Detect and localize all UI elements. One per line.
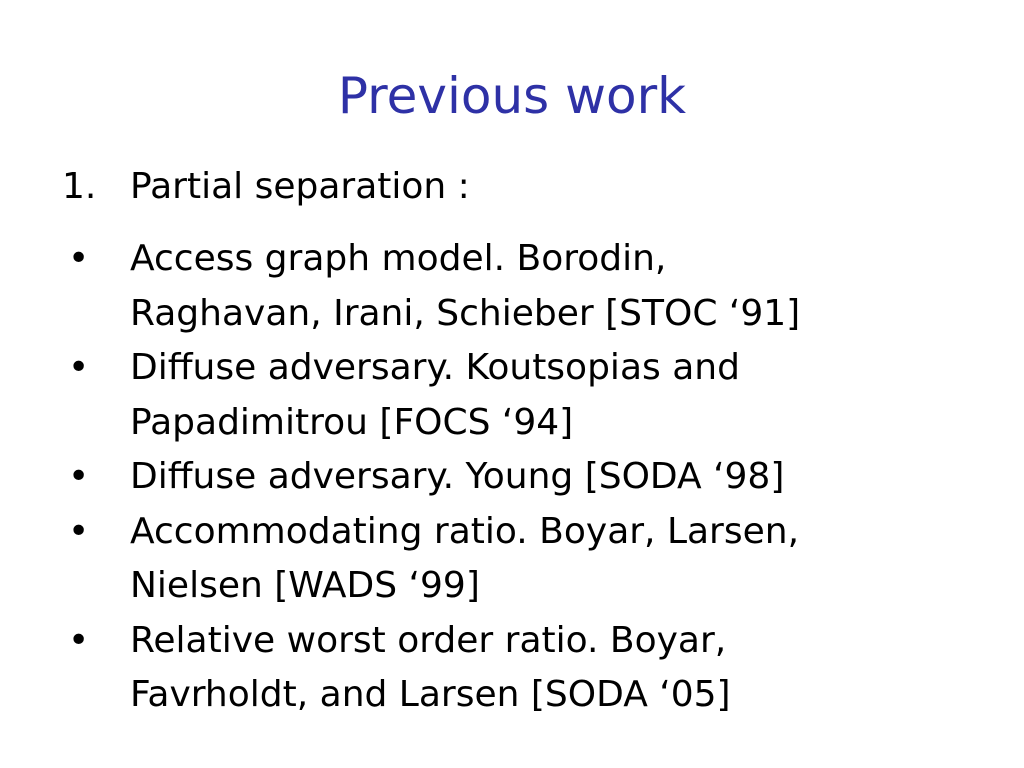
bullet-line: Favrholdt, and Larsen [SODA ‘05] [130,674,731,715]
numbered-text: Partial separation : [130,166,470,207]
bullet-icon: • [68,510,90,552]
bullet-item [62,232,1002,341]
bullet-item [62,450,1002,505]
bullet-icon: • [68,238,90,279]
bullet-line: Raghavan, Irani, Schieber [STOC ‘91] [130,292,801,334]
bullet-line: Papadimitrou [FOCS ‘94] [130,401,574,443]
bullet-list [62,232,1002,723]
bullet-line: Accommodating ratio. Boyar, Larsen, [130,510,800,552]
bullet-line: Nielsen [WADS ‘99] [130,565,480,606]
bullet-line: Diffuse adversary. Koutsopias and [130,347,740,388]
bullet-item [62,505,1002,614]
numbered-marker: 1. [62,166,97,207]
bullet-icon: • [68,456,90,497]
bullet-icon: • [68,347,90,388]
bullet-item [62,341,1002,450]
bullet-icon: • [68,619,90,661]
bullet-line: Relative worst order ratio. Boyar, [130,619,727,661]
bullet-item [62,614,1002,723]
bullet-line: Access graph model. Borodin, [130,238,667,279]
slide-title: Previous work [337,67,687,125]
bullet-line: Diffuse adversary. Young [SODA ‘98] [130,456,785,497]
